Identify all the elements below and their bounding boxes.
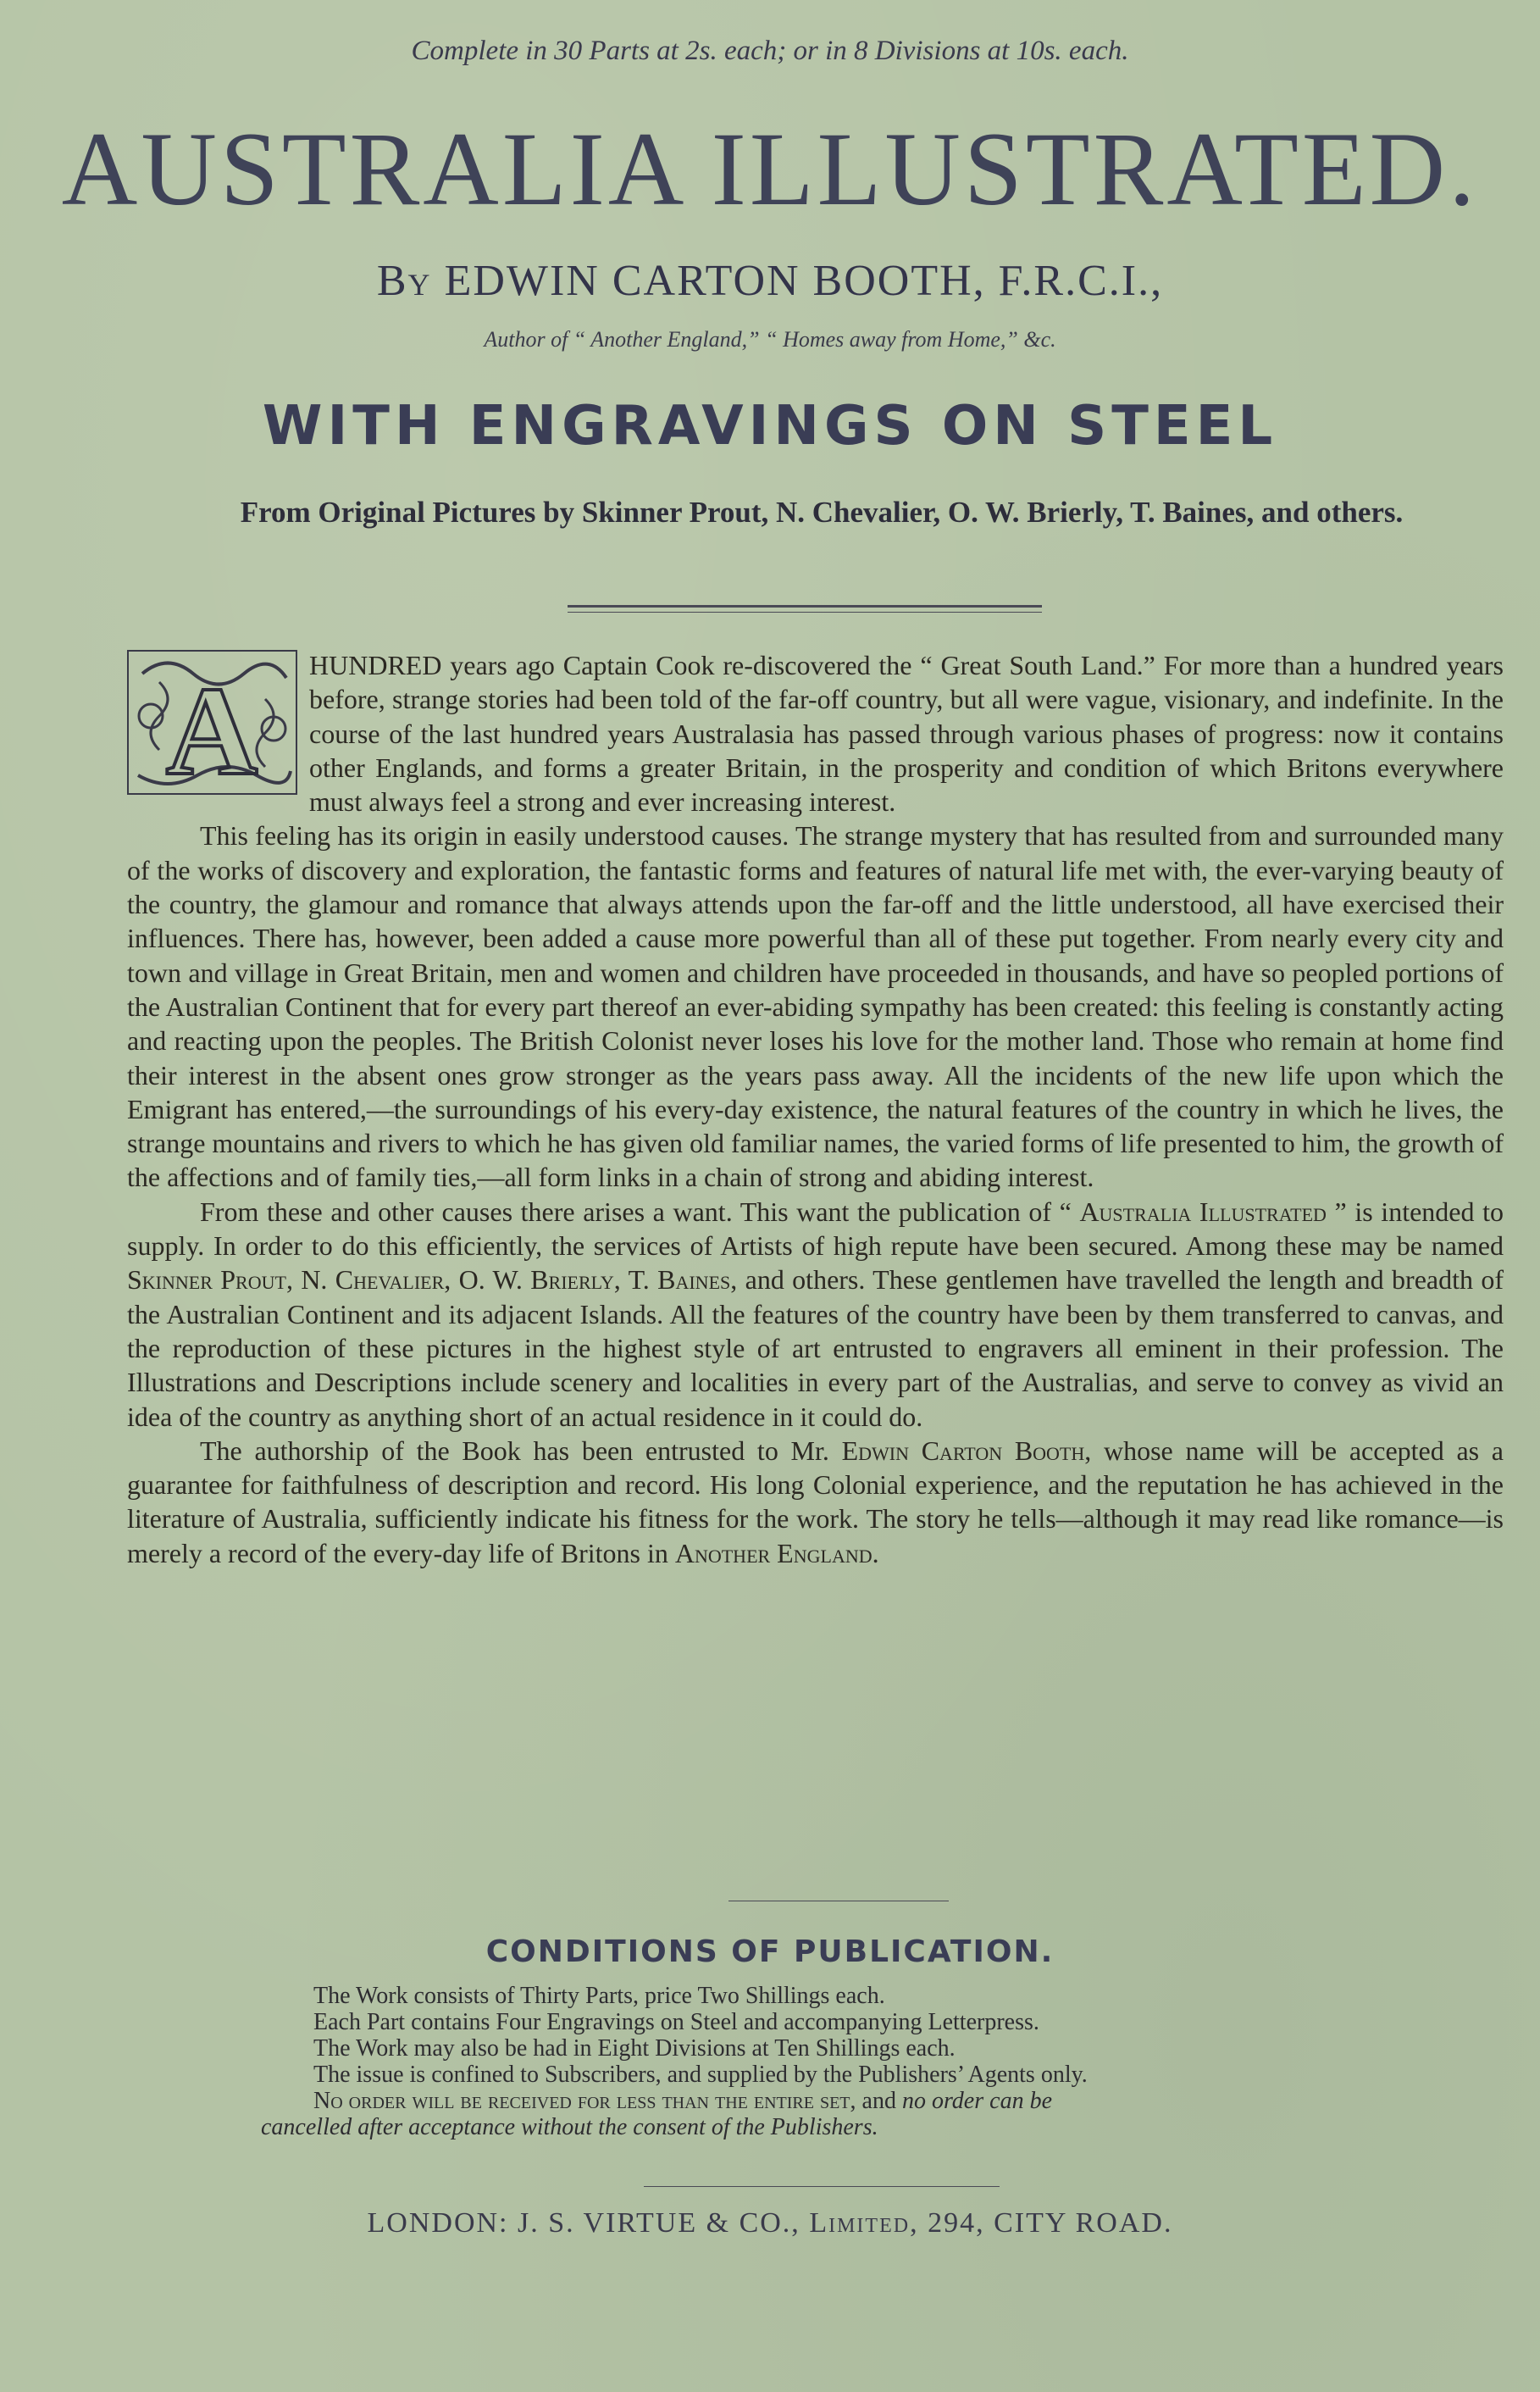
- condition-final-italic-2: cancelled after acceptance without the consent of the Publishers.: [261, 2114, 878, 2140]
- condition-final-and: and: [856, 2088, 902, 2114]
- ornamental-rule-thin: [568, 612, 1042, 613]
- paragraph-4: [127, 1434, 1504, 1570]
- condition-item-final: [313, 2088, 1525, 2114]
- p4-text-1: The authorship of the Book has been entrusted to Mr.: [200, 1435, 842, 1466]
- imprint-text-2: , 294, CITY ROAD.: [910, 2207, 1173, 2239]
- prospectus-body: [127, 648, 1504, 1570]
- condition-final-italic-1: no order can be: [901, 2088, 1052, 2114]
- lead-word: HUNDRED: [309, 650, 442, 680]
- ornamental-rule: [568, 605, 1042, 608]
- condition-item: Each Part contains Four Engravings on Steel and accompanying Letterpress.: [313, 2009, 1039, 2035]
- p3-artist-prout: Skinner Prout: [127, 1264, 286, 1296]
- condition-item: The Work consists of Thirty Parts, price Two Shillings each.: [313, 1983, 885, 2009]
- conditions-title: CONDITIONS OF PUBLICATION.: [485, 1934, 1055, 1969]
- condition-final-sc: No order will be received for less than the entire set,: [313, 2088, 856, 2114]
- conditions-list: [261, 1983, 1525, 2140]
- p4-text-3: .: [872, 1537, 879, 1568]
- ornamental-initial-icon: [125, 648, 299, 796]
- dropcap-ornament: [125, 648, 299, 796]
- publication-notice: Complete in 30 Parts at 2s. each; or in 8 Divisions at 10s. each.: [411, 36, 1129, 66]
- p3-artist-baines: Baines: [657, 1264, 731, 1296]
- p4-author-name: Edwin Carton Booth: [841, 1435, 1085, 1466]
- p3-artist-brierly: Brierly: [530, 1264, 614, 1296]
- imprint-limited: Limited: [809, 2207, 911, 2239]
- artists-line: [144, 491, 1499, 534]
- artists-line-text: From Original Pictures by Skinner Prout, N. Chevalier, O. W. Brierly, T. Baines, and others.: [240, 496, 1404, 529]
- page-title: AUSTRALIA ILLUSTRATED.: [61, 111, 1479, 227]
- paragraph-1: [127, 648, 1504, 819]
- paragraph-1-text: years ago Captain Cook re-discovered the “ Great South Land.” For more than a hundred years before, strange stories had been told of the far-off country, but all were vague, visionary, and indefinite. In the course of the last hundred years Australasia has passed through various phases of progress: now it contains other Englands, and forms a greater Britain, in the prosperity and condition of which Britons everywhere must always feel a strong and ever increasing interest.: [309, 650, 1504, 818]
- author-name: EDWIN CARTON BOOTH, F.R.C.I.,: [444, 257, 1164, 305]
- p3-text-3: , N.: [285, 1264, 335, 1296]
- condition-item: The Work may also be had in Eight Divisions at Ten Shillings each.: [313, 2035, 956, 2062]
- p3-text-2: ” is intended to supply. In order to do this efficiently, the services of Artists of high repute have been secured. Among these may be named: [127, 1196, 1504, 1262]
- footer-divider: [644, 2186, 1000, 2187]
- p3-text-6: , and others. These gentlemen have travelled the length and breadth of the Australian Continent and its adjacent Islands. All the features of the country have been by them transferred to canvas, and the reproduction of these pictures in the highest style of art entrusted to engravers all eminent in their profession. The Illustrations and Descriptions include scenery and localities in every part of the Australias, and serve to convey as vivid an idea of the country as anything short of an actual residence in it could do.: [127, 1264, 1504, 1432]
- publisher-imprint: [0, 2207, 1540, 2239]
- paragraph-2: This feeling has its origin in easily understood causes. The strange mystery that has resulted from and surrounded many of the works of discovery and exploration, the fantastic forms and features of natural life met with, the ever-varying beauty of the country, the glamour and romance that always attends upon the far-off and the little understood, all have exercised their influences. There has, however, been added a cause more powerful than all of these put together. From nearly every city and town and village in Great Britain, men and women and children have proceeded in thousands, and have so peopled portions of the Australian Continent that for every part thereof an ever-abiding sympathy has been created: this feeling is constantly acting and reacting upon the peoples. The British Colonist never loses his love for the mother land. Those who remain at home find their interest in the absent ones grow stronger as the years pass away. All the incidents of the new life upon which the Emigrant has entered,—the surroundings of his every-day existence, the natural features of the country in which he lives, the strange mountains and rivers to which he has given old familiar names, the varied forms of life presented to him, the growth of the affections and of family ties,—all form links in a chain of strong and abiding interest.: [127, 820, 1504, 1193]
- p4-text-2: , whose name will be accepted as a guarantee for faithfulness of description and record. His long Colonial experience, and the reputation he has achieved in the literature of Australia, sufficiently indicate his fitness for the work. The story he tells—although it may read like romance—is merely a record of the every-day life of Britons in: [127, 1435, 1504, 1568]
- p3-artist-chevalier: Chevalier: [335, 1264, 445, 1296]
- engravings-headline: WITH ENGRAVINGS ON STEEL: [262, 395, 1278, 458]
- imprint-text-1: LONDON: J. S. VIRTUE & CO.,: [367, 2207, 810, 2239]
- p3-text-5: , T.: [613, 1264, 658, 1296]
- condition-item: The issue is confined to Subscribers, and supplied by the Publishers’ Agents only.: [313, 2062, 1088, 2088]
- dropcap-letter: A: [165, 661, 258, 796]
- p3-text-4: , O. W.: [444, 1264, 531, 1296]
- paragraph-3: [127, 1195, 1504, 1434]
- byline: [0, 256, 1540, 306]
- author-note: Author of “ Another England,” “ Homes away from Home,” &c.: [484, 327, 1056, 352]
- p3-work-title: Australia Illustrated: [1079, 1196, 1327, 1227]
- p3-text-1: From these and other causes there arises a want. This want the publication of “: [200, 1196, 1080, 1227]
- p4-another-england: Another England: [674, 1537, 872, 1568]
- byline-by: By: [376, 257, 432, 305]
